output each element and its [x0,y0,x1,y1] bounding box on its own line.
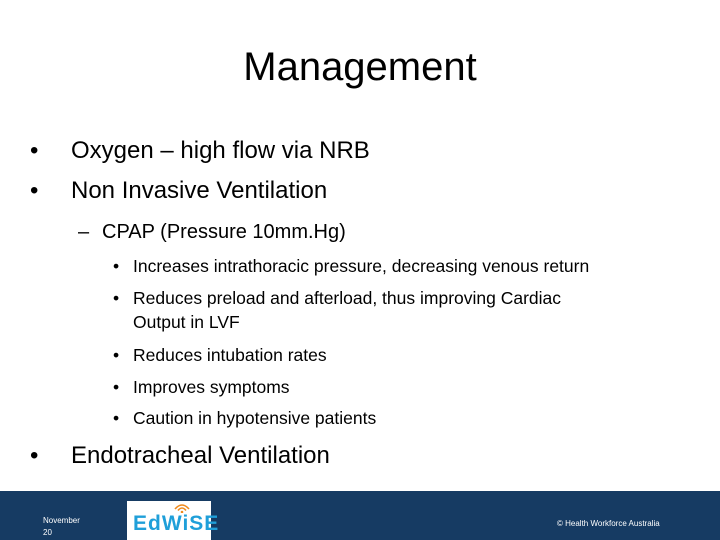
bullet-marker: • [113,256,120,276]
footer-copyright: © Health Workforce Australia [557,519,660,528]
bullet-marker: • [30,177,39,204]
bullet-text: Reduces intubation rates [133,345,327,365]
bullet-text: CPAP (Pressure 10mm.Hg) [102,221,346,243]
bullet-marker: • [113,345,120,365]
bullet-marker: • [30,442,39,469]
cpap-point [113,407,376,429]
cpap-point [113,287,561,309]
bullet-marker: • [113,288,120,308]
bullet-text: Reduces preload and afterload, thus improving Cardiac [133,288,562,308]
bullet-oxygen [30,136,370,166]
bullet-niv [30,176,327,206]
footer-date [43,515,93,539]
bullet-text: Caution in hypotensive patients [133,408,377,428]
cpap-point-continuation: Output in LVF [133,312,240,332]
bullet-text: Non Invasive Ventilation [71,177,328,204]
cpap-point [113,255,589,277]
bullet-marker: • [113,408,120,428]
footer-date-line2: 20 [43,528,52,537]
edwise-logo [127,501,220,540]
bullet-marker: • [113,377,120,397]
bullet-text: Increases intrathoracic pressure, decreasing venous return [133,256,590,276]
logo-wordmark: EdWiSE [133,512,220,535]
footer-bar [0,491,720,540]
bullet-text: Improves symptoms [133,377,290,397]
slide-title: Management [243,45,477,89]
bullet-ett [30,441,330,471]
sub-bullet-cpap [78,219,346,245]
bullet-text: Endotracheal Ventilation [71,442,330,469]
footer-date-line1: November [43,516,80,525]
dash-marker: – [78,221,90,243]
bullet-marker: • [30,137,39,164]
cpap-point [113,344,327,366]
cpap-point [113,376,290,398]
bullet-text: Oxygen – high flow via NRB [71,137,370,164]
